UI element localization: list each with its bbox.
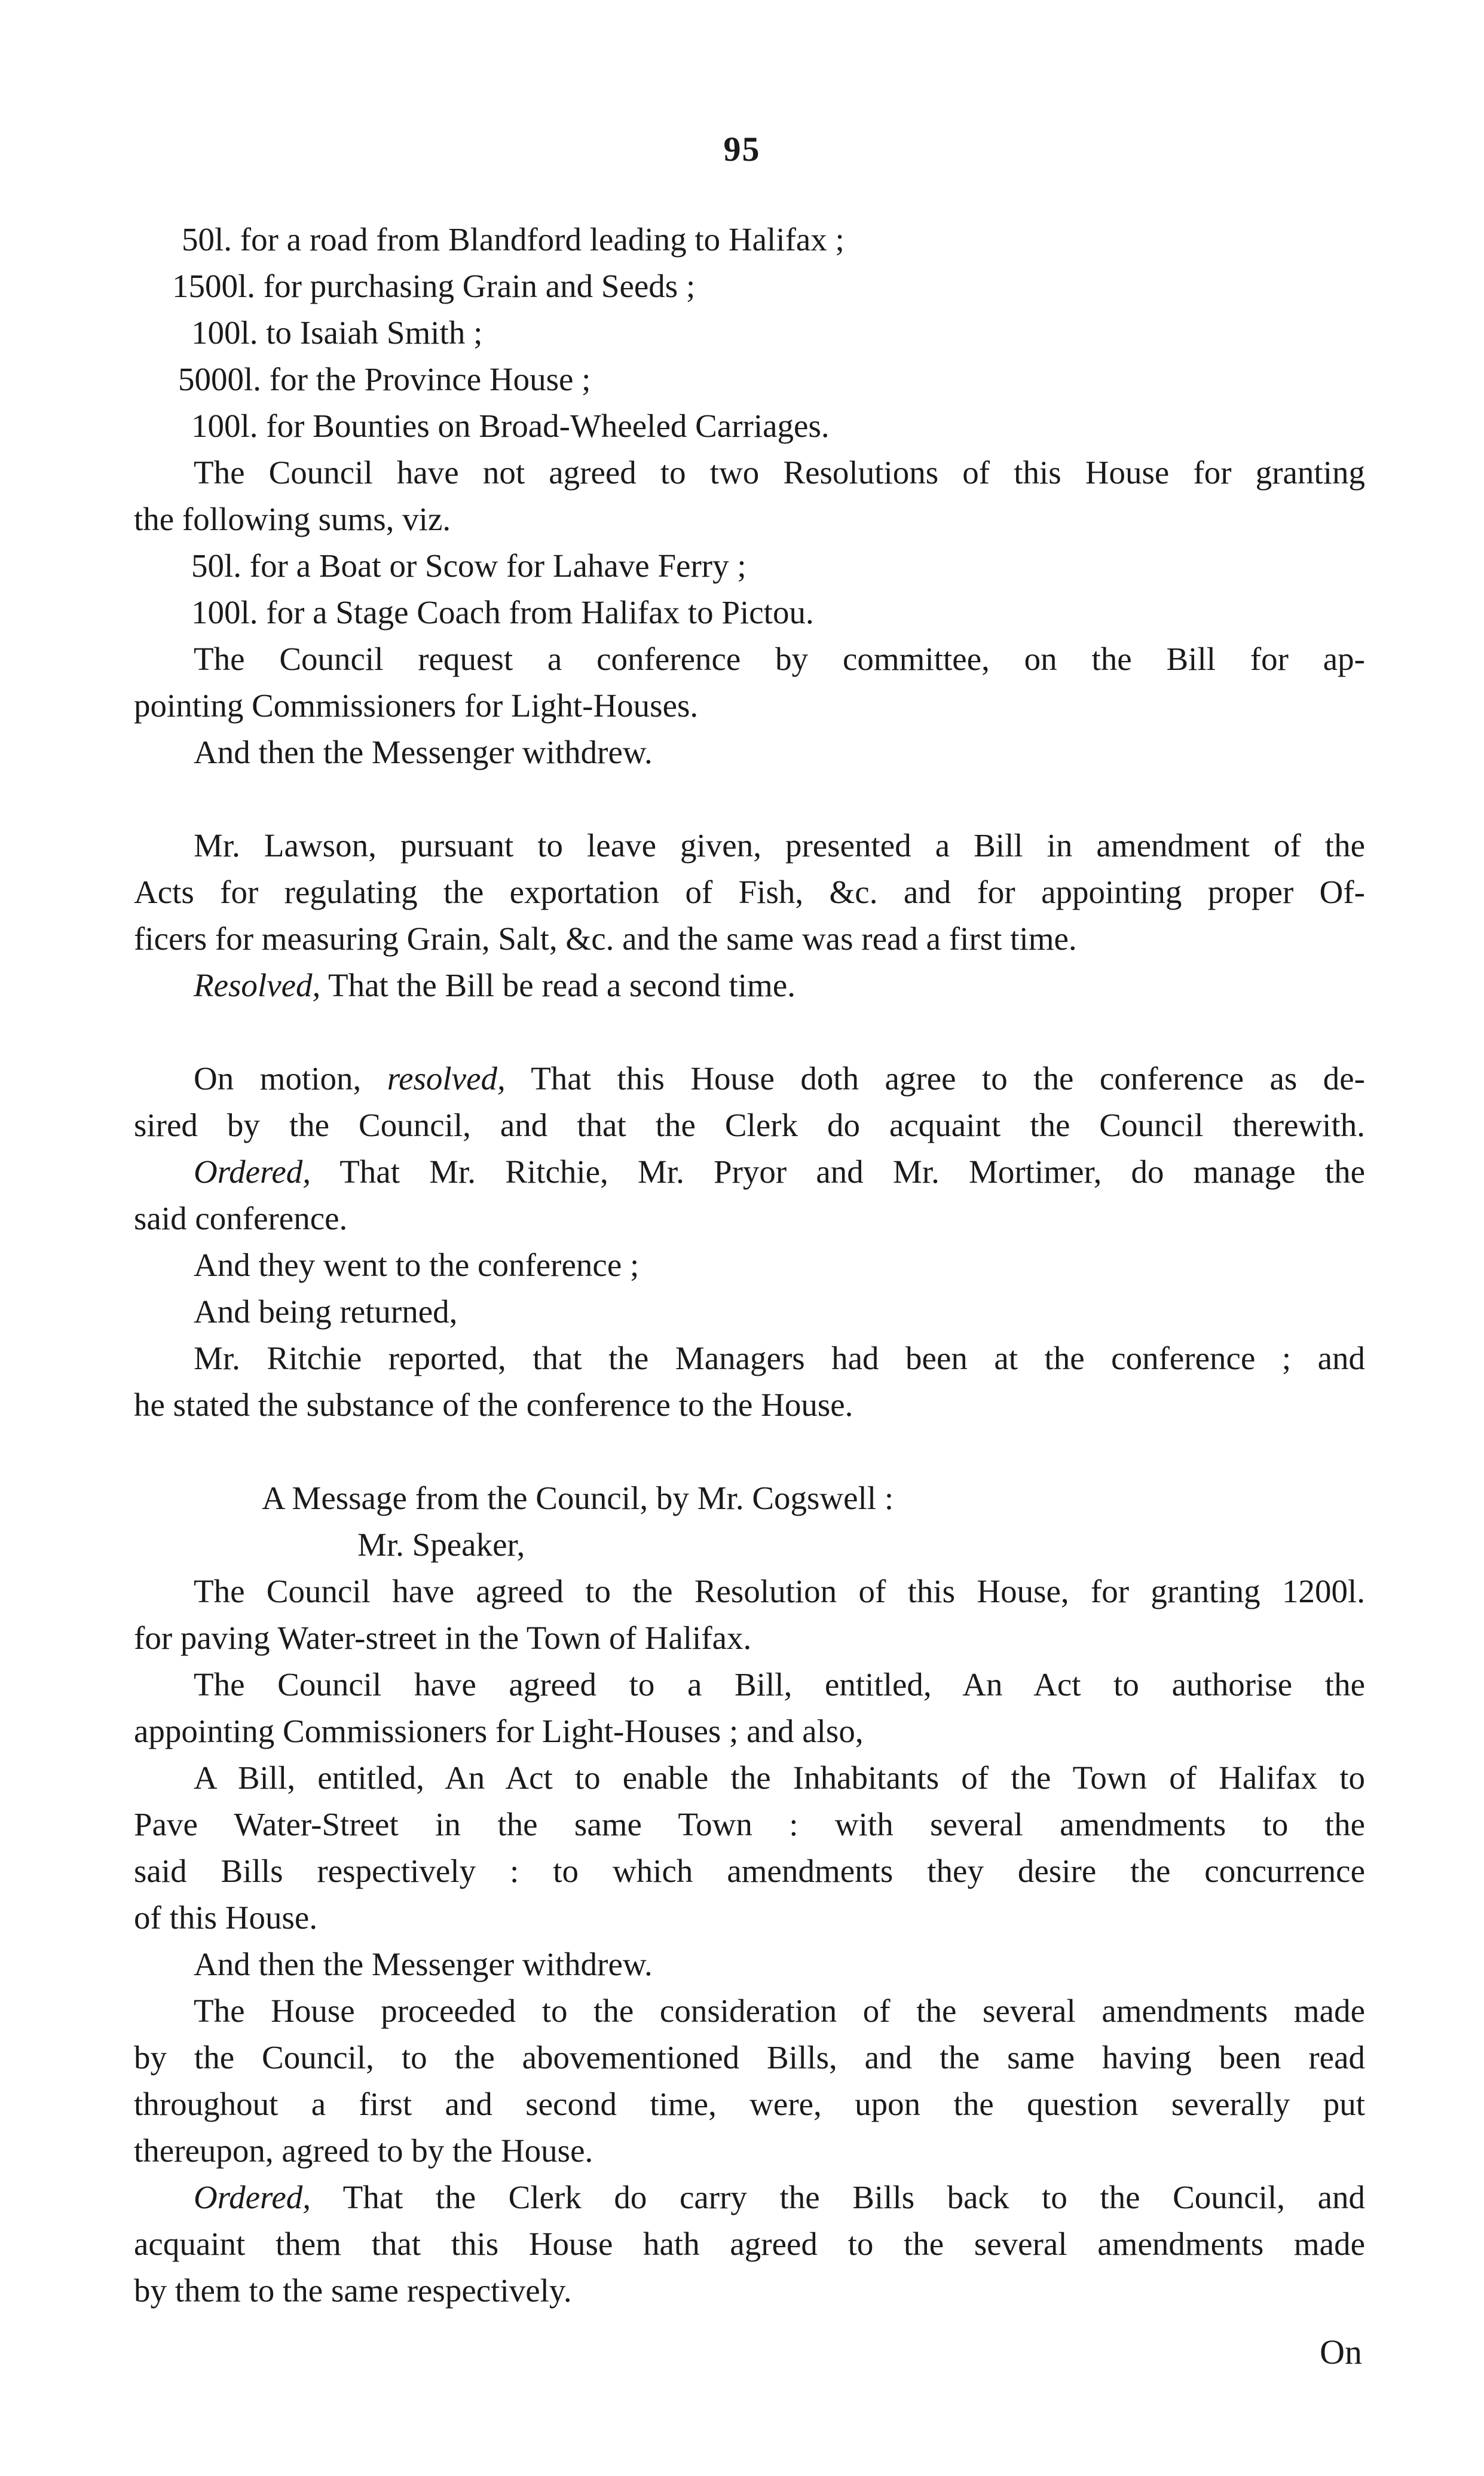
text-line: [134, 2221, 1365, 2267]
text-line: [134, 636, 1365, 682]
text-line: [134, 1708, 1365, 1755]
text-line: [134, 2267, 1365, 2314]
text-line: [134, 2034, 1365, 2081]
line-text: A Bill, entitled, An Act to enable the Inhabitants of the Town of Halifax to: [194, 1759, 1365, 1796]
text-line: [134, 1801, 1365, 1848]
text-line: [134, 543, 1365, 589]
text-line: [134, 1335, 1365, 1382]
line-text: Acts for regulating the exportation of Fish, &c. and for appointing proper Of-: [134, 874, 1365, 910]
line-text: A Message from the Council, by Mr. Cogswell :: [262, 1480, 894, 1516]
text-line: [134, 1615, 1365, 1661]
text-line: [134, 1055, 1365, 1102]
line-text: And they went to the conference ;: [194, 1247, 640, 1283]
text-line: [134, 1895, 1365, 1941]
line-text: 50l. for a Boat or Scow for Lahave Ferry ;: [191, 547, 746, 584]
line-text: of this House.: [134, 1899, 318, 1936]
line-text: thereupon, agreed to by the House.: [134, 2132, 593, 2169]
line-text: by them to the same respectively.: [134, 2272, 572, 2309]
line-text: The Council have not agreed to two Resolutions of this House for granting: [194, 454, 1365, 491]
line-text: for paving Water-street in the Town of Halifax.: [134, 1620, 752, 1656]
page-number: 95: [723, 130, 761, 169]
text-line: [134, 1242, 1365, 1289]
text-line: [134, 1195, 1365, 1242]
line-text: the following sums, viz.: [134, 501, 451, 537]
line-prefix: On motion,: [194, 1060, 387, 1097]
text-line: [134, 216, 1365, 263]
text-line: [134, 1382, 1365, 1428]
line-text: he stated the substance of the conference to the House.: [134, 1387, 853, 1423]
text-line: [134, 1988, 1365, 2034]
italic-lead: Ordered,: [194, 1153, 311, 1190]
italic-lead: Resolved,: [194, 967, 321, 1003]
line-text: The Council have agreed to the Resolution of this House, for granting 1200l.: [194, 1573, 1365, 1609]
line-text: said conference.: [134, 1200, 348, 1237]
text-line: [134, 1568, 1365, 1615]
text-line: [134, 1661, 1365, 1708]
text-line: [134, 1149, 1365, 1195]
line-text: Mr. Ritchie reported, that the Managers had been at the conference ; and: [194, 1340, 1365, 1376]
text-line: [134, 682, 1365, 729]
line-text: The Council request a conference by committee, on the Bill for ap-: [194, 641, 1365, 677]
text-line: [134, 1102, 1365, 1149]
line-text: That Mr. Ritchie, Mr. Pryor and Mr. Mortimer, do manage the: [339, 1153, 1365, 1190]
line-text: 100l. for a Stage Coach from Halifax to Pictou.: [191, 594, 814, 631]
line-text: appointing Commissioners for Light-Houses ; and also,: [134, 1713, 864, 1749]
line-text: acquaint them that this House hath agreed to the several amendments made: [134, 2226, 1365, 2262]
text-line: [134, 1755, 1365, 1801]
text-line: [134, 310, 1365, 356]
line-text: 1500l. for purchasing Grain and Seeds ;: [172, 268, 696, 304]
line-text: And then the Messenger withdrew.: [194, 1946, 653, 1982]
line-text: pointing Commissioners for Light-Houses.: [134, 687, 699, 724]
line-text: 5000l. for the Province House ;: [178, 361, 591, 397]
italic-lead: Ordered,: [194, 2179, 311, 2215]
line-text: 100l. for Bounties on Broad-Wheeled Carriages.: [191, 408, 830, 444]
text-line: [134, 729, 1365, 776]
text-line: [134, 1848, 1365, 1895]
line-text: sired by the Council, and that the Clerk do acquaint the Council therewith.: [134, 1107, 1365, 1143]
catchword: On: [1320, 2333, 1362, 2371]
text-line: [134, 403, 1365, 449]
line-text: Pave Water-Street in the same Town : with several amendments to the: [134, 1806, 1365, 1843]
text-line: [134, 962, 1365, 1009]
text-line: [134, 916, 1365, 962]
line-text: by the Council, to the abovementioned Bills, and the same having been read: [134, 2039, 1365, 2076]
line-text: Mr. Speaker,: [357, 1526, 525, 1563]
line-text: That the Clerk do carry the Bills back to the Council, and: [342, 2179, 1365, 2215]
line-text: That this House doth agree to the conference as de-: [531, 1060, 1365, 1097]
line-text: The House proceeded to the consideration of the several amendments made: [194, 1993, 1365, 2029]
paragraph-gap: [134, 776, 1365, 822]
text-line: [134, 263, 1365, 310]
line-text: The Council have agreed to a Bill, entitled, An Act to authorise the: [194, 1666, 1365, 1703]
text-line: [134, 2174, 1365, 2221]
line-text: 100l. to Isaiah Smith ;: [191, 314, 483, 351]
italic-lead: resolved,: [387, 1060, 506, 1097]
line-text: ficers for measuring Grain, Salt, &c. and the same was read a first time.: [134, 920, 1077, 957]
text-line: [134, 1522, 1365, 1568]
text-line: [134, 1941, 1365, 1988]
text-line: [134, 496, 1365, 543]
line-text: throughout a first and second time, were, upon the question severally put: [134, 2086, 1365, 2122]
text-line: [134, 1475, 1365, 1522]
line-text: said Bills respectively : to which amendments they desire the concurrence: [134, 1853, 1365, 1889]
line-text: And then the Messenger withdrew.: [194, 734, 653, 770]
line-text: And being returned,: [194, 1293, 458, 1330]
text-line: [134, 589, 1365, 636]
body-text: [134, 216, 1365, 2314]
paragraph-gap: [134, 1428, 1365, 1475]
line-text: 50l. for a road from Blandford leading to Halifax ;: [182, 221, 844, 258]
text-line: [134, 869, 1365, 916]
paragraph-gap: [134, 1009, 1365, 1055]
line-text: That the Bill be read a second time.: [328, 967, 795, 1003]
text-line: [134, 2128, 1365, 2174]
text-line: [134, 2081, 1365, 2128]
text-line: [134, 449, 1365, 496]
text-line: [134, 356, 1365, 403]
text-line: [134, 1289, 1365, 1335]
line-text: Mr. Lawson, pursuant to leave given, presented a Bill in amendment of the: [194, 827, 1365, 864]
text-line: [134, 822, 1365, 869]
